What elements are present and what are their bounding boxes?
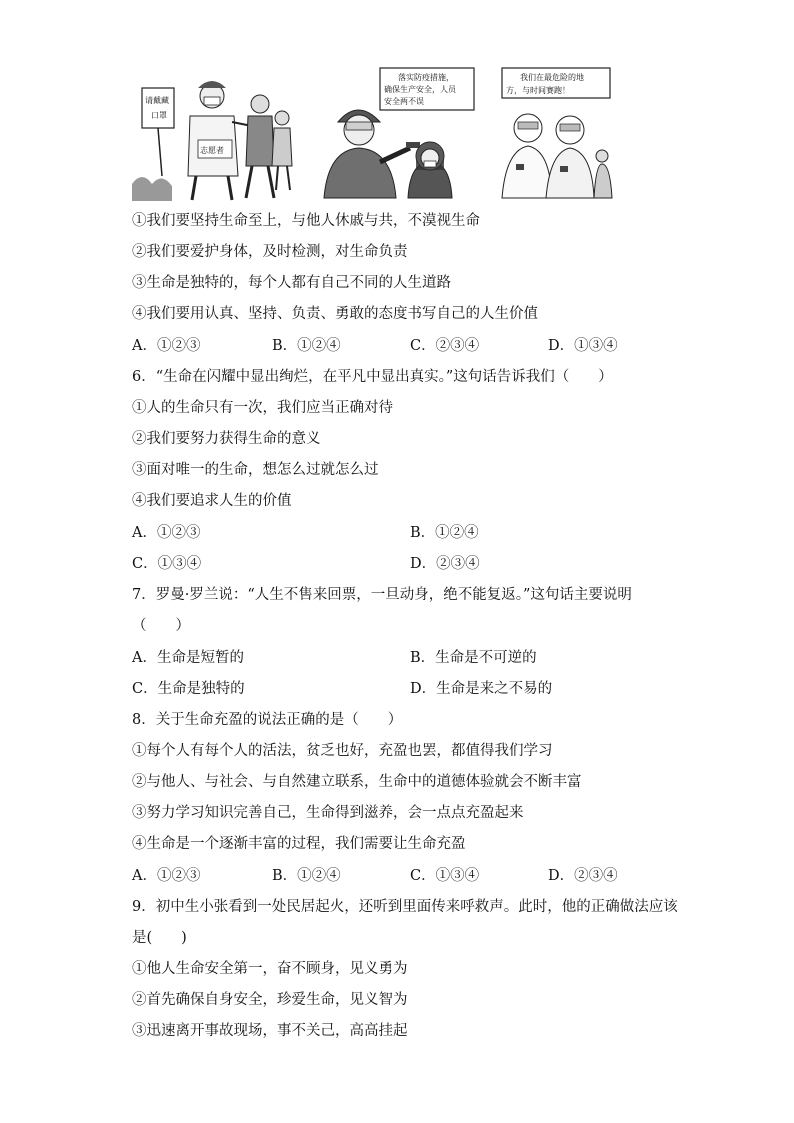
sign-line-2: 口罩 [151,111,167,120]
q5-item-3: ③生命是独特的，每个人都有自己不同的人生道路 [132,275,451,291]
q6-item-1: ①人的生命只有一次，我们应当正确对待 [132,400,393,416]
q6-item-3: ③面对唯一的生命，想怎么过就怎么过 [132,462,379,478]
cartoon-panel-temperature-check [318,66,483,201]
bubble3-line-1: 我们在最危险的地 [520,73,584,82]
q5-option-c[interactable]: C．②③④ [410,338,480,354]
q7-option-c[interactable]: C．生命是独特的 [132,681,245,697]
q6-option-c[interactable]: C．①③④ [132,556,202,572]
q9-item-3: ③迅速离开事故现场，事不关己，高高挂起 [132,1023,408,1039]
q6-option-a[interactable]: A．①②③ [132,525,201,541]
q8-item-1: ①每个人有每个人的活法，贫乏也好，充盈也罢，都值得我们学习 [132,743,553,759]
bubble3-line-2: 方，与时间赛跑！ [506,86,570,95]
cartoon-panel-medical-workers [490,66,615,201]
q5-item-4: ④我们要用认真、坚持、负责、勇敢的态度书写自己的人生价值 [132,306,538,322]
q6-option-b[interactable]: B．①②④ [410,525,479,541]
q8-item-3: ③努力学习知识完善自己，生命得到滋养，会一点点充盈起来 [132,805,524,821]
q8-option-b[interactable]: B．①②④ [272,868,341,884]
q6-item-4: ④我们要追求人生的价值 [132,493,292,509]
sign-line-1: 请戴藏 [145,96,169,105]
q9-item-1: ①他人生命安全第一，奋不顾身，见义勇为 [132,961,408,977]
q9-stem: 9．初中生小张看到一处民居起火，还听到里面传来呼救声。此时，他的正确做法应该 [132,899,678,915]
q5-item-2: ②我们要爱护身体，及时检测，对生命负责 [132,244,408,260]
q8-item-2: ②与他人、与社会、与自然建立联系，生命中的道德体验就会不断丰富 [132,774,582,790]
q6-stem: 6．“生命在闪耀中显出绚烂，在平凡中显出真实。”这句话告诉我们（ ） [132,369,613,385]
q9-stem-cont: 是( ) [132,930,187,946]
q7-option-a[interactable]: A．生命是短暂的 [132,650,244,666]
q6-option-d[interactable]: D．②③④ [410,556,480,572]
q8-option-c[interactable]: C．①③④ [410,868,480,884]
q7-stem: 7．罗曼·罗兰说：“人生不售来回票，一旦动身，绝不能复返。”这句话主要说明 [132,587,632,603]
q7-option-d[interactable]: D．生命是来之不易的 [410,681,553,697]
vest-label: 志愿者 [200,146,224,155]
q8-item-4: ④生命是一个逐渐丰富的过程，我们需要让生命充盈 [132,836,466,852]
bubble2-line-2: 确保生产安全，人员 [384,85,456,94]
bubble2-line-3: 安全两不误 [384,97,424,106]
q8-option-a[interactable]: A．①②③ [132,868,201,884]
q5-option-b[interactable]: B．①②④ [272,338,341,354]
q8-option-d[interactable]: D．②③④ [548,868,618,884]
q7-stem-cont: （ ） [132,618,190,634]
q8-stem: 8．关于生命充盈的说法正确的是（ ） [132,712,403,728]
q5-option-d[interactable]: D．①③④ [548,338,618,354]
q5-option-a[interactable]: A．①②③ [132,338,201,354]
q9-item-2: ②首先确保自身安全，珍爱生命，见义智为 [132,992,408,1008]
cartoon-panel-volunteer [132,66,302,201]
bubble2-line-1: 落实防疫措施， [398,73,454,82]
q5-item-1: ①我们要坚持生命至上，与他人休戚与共，不漠视生命 [132,213,480,229]
q6-item-2: ②我们要努力获得生命的意义 [132,431,321,447]
q7-option-b[interactable]: B．生命是不可逆的 [410,650,537,666]
